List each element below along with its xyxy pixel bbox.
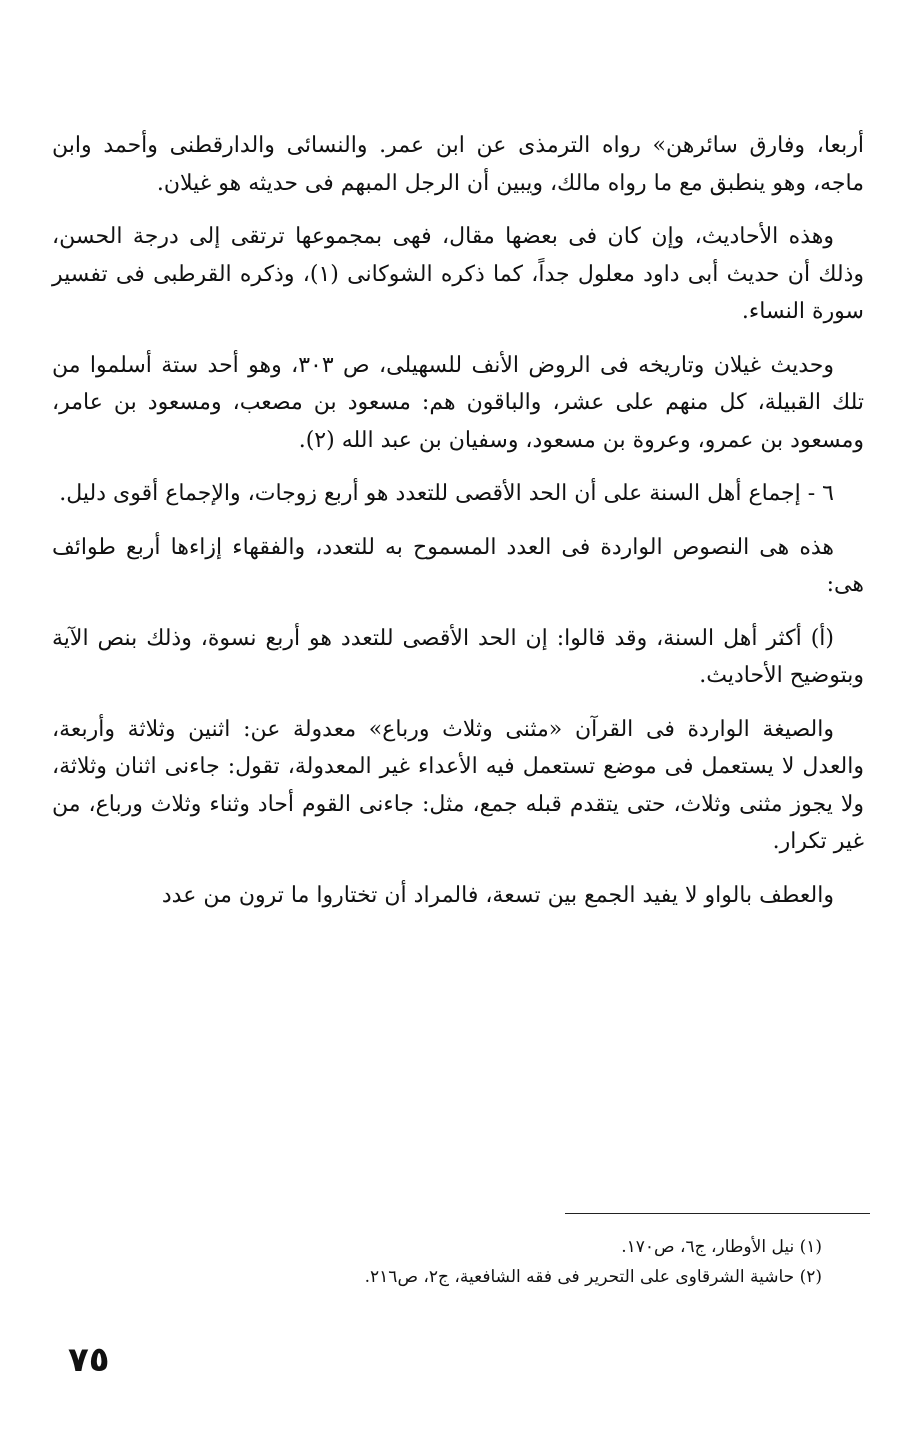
footnote-divider: [565, 1213, 870, 1214]
paragraph-8: والعطف بالواو لا يفيد الجمع بين تسعة، فالمراد أن تختاروا ما ترون من عدد: [161, 882, 834, 908]
paragraph-6: (أ) أكثر أهل السنة، وقد قالوا: إن الحد الأقصى للتعدد هو أربع نسوة، وذلك بنص الآية وبتوضيح الأحاديث.: [52, 625, 864, 688]
paragraph-1: أربعا، وفارق سائرهن» رواه الترمذى عن ابن عمر. والنسائى والدارقطنى وأحمد وابن ماجه، وهو ينطبق مع ما رواه مالك، ويبين أن الرجل المبهم فى حديثه هو غيلان.: [52, 133, 864, 196]
paragraph-3: وحديث غيلان وتاريخه فى الروض الأنف للسهيلى، ص ٣٠٣، وهو أحد ستة أسلموا من تلك القبيلة، كل منهم على عشر، والباقون هم: مسعود بن مصعب، ومسعود بن عامر، ومسعود بن عمرو، وعروة بن مسعود، وسفيان بن عبد الله (٢).: [52, 352, 864, 453]
paragraph-2: وهذه الأحاديث، وإن كان فى بعضها مقال، فهى بمجموعها ترتقى إلى درجة الحسن، وذلك أن حديث أبى داود معلول جداً، كما ذكره الشوكانى (١)، وذكره القرطبى فى تفسير سورة النساء.: [52, 224, 865, 324]
footnote-2: (٢) حاشية الشرقاوى على التحرير فى فقه الشافعية، ج٢، ص٢١٦.: [364, 1267, 822, 1287]
main-text: [52, 127, 864, 930]
footnote-1: (١) نيل الأوطار، ج٦، ص١٧٠.: [621, 1237, 822, 1257]
footnotes: [52, 1232, 822, 1292]
paragraph-4: ٦ - إجماع أهل السنة على أن الحد الأقصى للتعدد هو أربع زوجات، والإجماع أقوى دليل.: [59, 481, 834, 506]
page-number: ٧٥: [68, 1340, 110, 1380]
paragraph-5: هذه هى النصوص الواردة فى العدد المسموح به للتعدد، والفقهاء إزاءها أربع طوائف هى:: [52, 534, 864, 597]
paragraph-7: والصيغة الواردة فى القرآن «مثنى وثلاث ورباع» معدولة عن: اثنين وثلاثة وأربعة، والعدل لا يستعمل فى موضع تستعمل فيه الأعداء غير المعدولة، تقول: جاءنى اثنان وثلاثة، ولا يجوز مثنى وثلاث، حتى يتقدم قبله جمع، مثل: جاءنى القوم أحاد وثناء وثلاث ورباع، من غير تكرار.: [52, 716, 864, 854]
